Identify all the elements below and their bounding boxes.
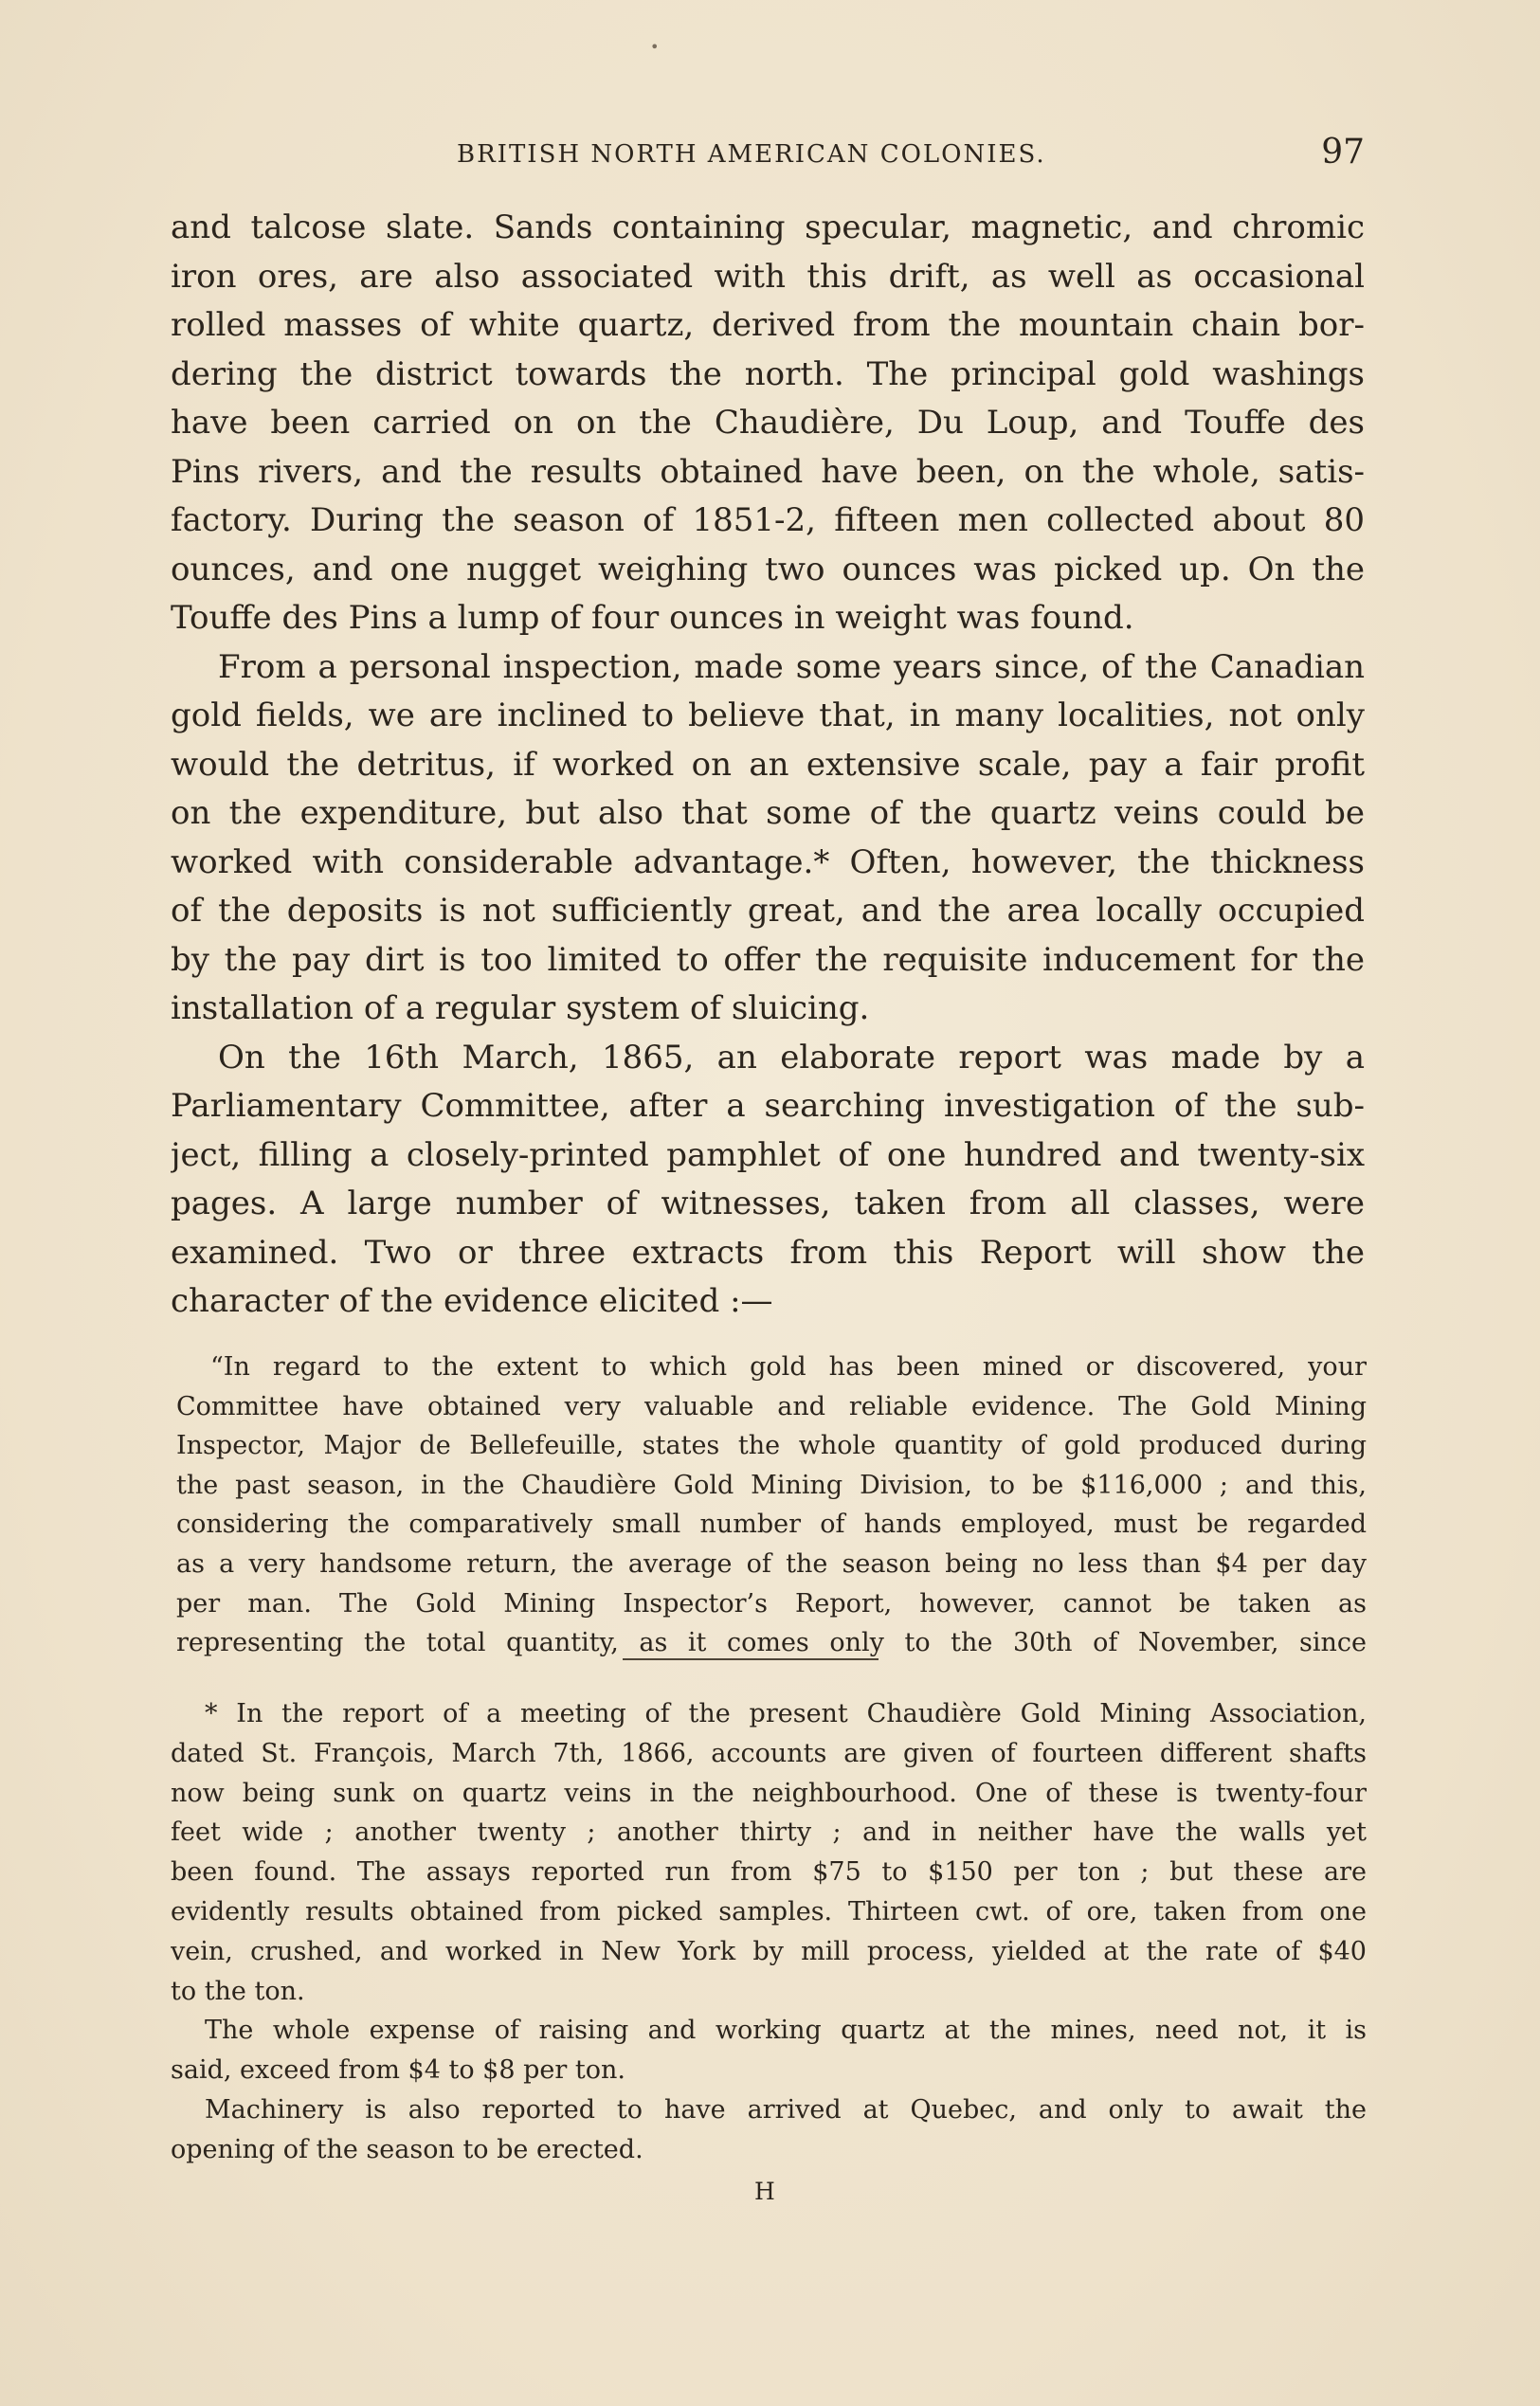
body-line: by the pay dirt is too limited to offer the requisite inducement for the — [171, 940, 1365, 979]
body-line: character of the evidence elicited :— — [171, 1282, 773, 1320]
body-text — [171, 204, 1365, 1327]
body-line: worked with considerable advantage.* Often, however, the thickness — [171, 842, 1365, 881]
footnote-line: evidently results obtained from picked samples. Thirteen cwt. of ore, taken from one — [171, 1896, 1367, 1927]
quote-line: considering the comparatively small number of hands employed, must be regarded — [176, 1510, 1367, 1540]
body-line: Touffe des Pins a lump of four ounces in weight was found. — [171, 599, 1134, 637]
body-line: of the deposits is not sufficiently great, and the area locally occupied — [171, 892, 1365, 930]
body-line: ject, filling a closely-printed pamphlet of one hundred and twenty-six — [171, 1135, 1365, 1174]
body-line: on the expenditure, but also that some of the quartz veins could be — [171, 794, 1365, 832]
quote-line: Inspector, Major de Bellefeuille, states the whole quantity of gold produced during — [176, 1431, 1367, 1461]
footnote-line: feet wide ; another twenty ; another thirty ; and in neither have the walls yet — [171, 1818, 1367, 1848]
body-line: examined. Two or three extracts from this Report will show the — [171, 1233, 1365, 1272]
quote-line: per man. The Gold Mining Inspector’s Report, however, cannot be taken as — [176, 1588, 1367, 1619]
body-line: gold fields, we are inclined to believe that, in many localities, not only — [171, 696, 1365, 734]
footnotes — [171, 1694, 1367, 2170]
body-line: iron ores, are also associated with this drift, as well as occasional — [171, 257, 1365, 296]
quote-line: Committee have obtained very valuable and reliable evidence. The Gold Mining — [176, 1391, 1367, 1421]
body-line: would the detritus, if worked on an extensive scale, pay a fair profit — [171, 745, 1365, 784]
quote-line: “In regard to the extent to which gold has been mined or discovered, your — [210, 1352, 1367, 1382]
running-title: BRITISH NORTH AMERICAN COLONIES. — [457, 140, 1046, 169]
body-line: dering the district towards the north. The principal gold washings — [171, 354, 1365, 393]
quote-line: representing the total quantity, as it comes only to the 30th of November, since — [176, 1628, 1367, 1658]
print-speck: • — [650, 38, 660, 56]
footnote-line: dated St. François, March 7th, 1866, accounts are given of fourteen different shafts — [171, 1738, 1367, 1768]
body-line: pages. A large number of witnesses, taken from all classes, were — [171, 1185, 1365, 1222]
body-line: rolled masses of white quartz, derived from the mountain chain bor- — [171, 306, 1365, 344]
footnote-line: said, exceed from $4 to $8 per ton. — [171, 2055, 625, 2086]
footnote-line: The whole expense of raising and working quartz at the mines, need not, it is — [205, 2016, 1367, 2046]
body-line: installation of a regular system of sluicing. — [171, 989, 870, 1027]
page-number: 97 — [1321, 133, 1365, 172]
body-line: On the 16th March, 1865, an elaborate report was made by a — [218, 1038, 1365, 1076]
body-line: From a personal inspection, made some years since, of the Canadian — [218, 647, 1365, 686]
block-quote — [176, 1348, 1367, 1663]
body-line: and talcose slate. Sands containing specular, magnetic, and chromic — [171, 208, 1365, 246]
footnote-line: vein, crushed, and worked in New York by mill process, yielded at the rate of $40 — [171, 1936, 1367, 1966]
footnote-line: Machinery is also reported to have arrived at Quebec, and only to await the — [205, 2094, 1367, 2125]
quote-line: the past season, in the Chaudière Gold Mining Division, to be $116,000 ; and this, — [176, 1470, 1367, 1500]
signature-mark: H — [754, 2178, 776, 2205]
body-line: factory. During the season of 1851-2, fifteen men collected about 80 — [171, 501, 1365, 539]
footnote-line: opening of the season to be erected. — [171, 2134, 643, 2164]
quote-line: as a very handsome return, the average of the season being no less than $4 per day — [176, 1548, 1367, 1579]
footnote-line: been found. The assays reported run from $75 to $150 per ton ; but these are — [171, 1857, 1367, 1888]
body-line: ounces, and one nugget weighing two ounces was picked up. On the — [171, 550, 1365, 588]
footnote-rule — [623, 1658, 879, 1660]
body-line: Parliamentary Committee, after a searching investigation of the sub- — [171, 1087, 1365, 1125]
footnote-line: to the ton. — [171, 1976, 305, 2006]
body-line: Pins rivers, and the results obtained have been, on the whole, satis- — [171, 452, 1365, 491]
body-line: have been carried on on the Chaudière, Du Loup, and Touffe des — [171, 404, 1365, 442]
footnote-line: * In the report of a meeting of the present Chaudière Gold Mining Association, — [205, 1699, 1367, 1728]
footnote-line: now being sunk on quartz veins in the neighbourhood. One of these is twenty-four — [171, 1778, 1367, 1808]
running-head — [171, 133, 1372, 180]
